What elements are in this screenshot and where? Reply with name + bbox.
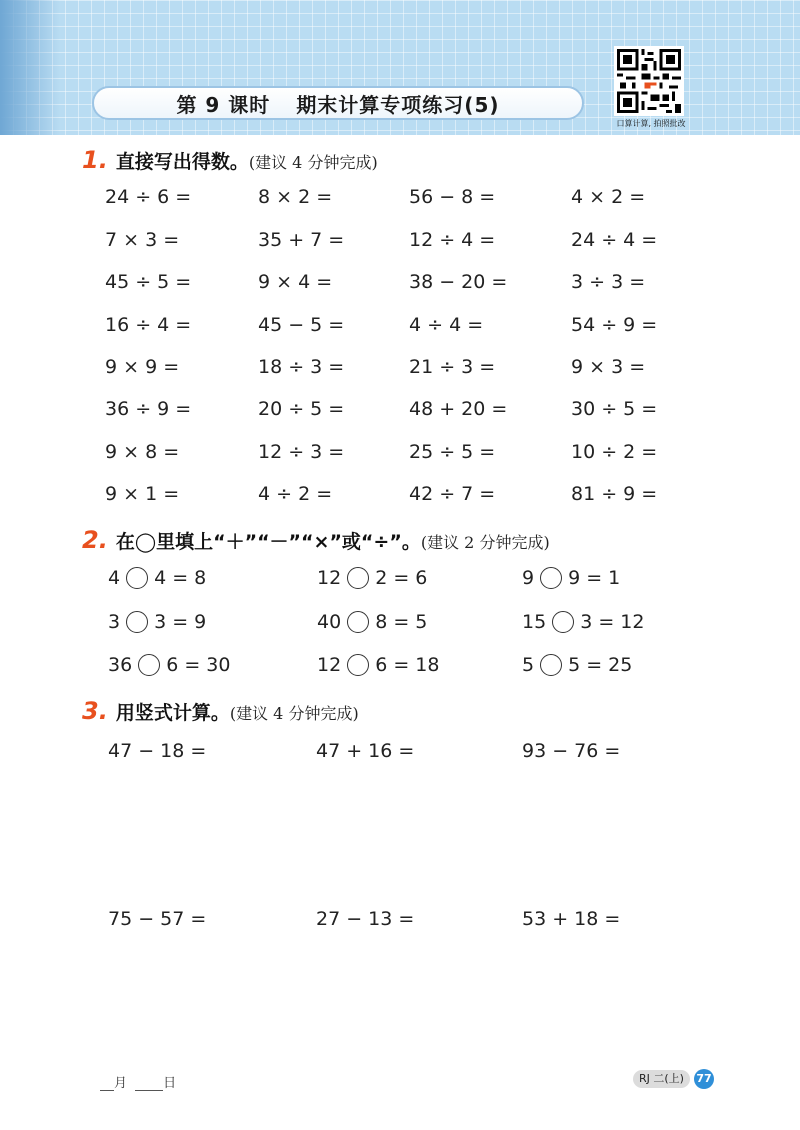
- problem: 45 ÷ 5 =: [105, 271, 192, 293]
- section-1-number: 1.: [82, 146, 108, 174]
- operand-left: 9: [522, 567, 535, 589]
- problem: 20 ÷ 5 =: [258, 398, 345, 420]
- operand-right: 9 = 1: [568, 567, 621, 589]
- page-number: 77: [694, 1069, 714, 1089]
- problem: 9 × 3 =: [571, 356, 646, 378]
- problem: 24 ÷ 6 =: [105, 186, 192, 208]
- month-blank[interactable]: [100, 1090, 114, 1091]
- problem: 4 ÷ 2 =: [258, 483, 333, 505]
- operator-circle[interactable]: [552, 611, 574, 633]
- day-label: 日: [163, 1076, 177, 1091]
- section-2-title: [82, 526, 550, 554]
- section-1-instruction: 直接写出得数。: [115, 151, 249, 173]
- vertical-problem: 75 − 57 =: [108, 908, 207, 930]
- page-title: [92, 86, 584, 120]
- vertical-problem: 53 + 18 =: [522, 908, 621, 930]
- section-1-title: [82, 146, 378, 174]
- operator-circle[interactable]: [347, 654, 369, 676]
- problem: 56 − 8 =: [409, 186, 496, 208]
- operator-problem: [317, 567, 427, 589]
- problem: 35 + 7 =: [258, 229, 345, 251]
- operand-right: 5 = 25: [568, 654, 633, 676]
- section-3-hint: (建议 4 分钟完成): [229, 704, 359, 723]
- operand-right: 6 = 18: [375, 654, 440, 676]
- problem: 9 × 1 =: [105, 483, 180, 505]
- problem: 81 ÷ 9 =: [571, 483, 658, 505]
- problem: 54 ÷ 9 =: [571, 314, 658, 336]
- lesson-title: 期末计算专项练习(5): [296, 92, 500, 117]
- problem: 10 ÷ 2 =: [571, 441, 658, 463]
- problem: 24 ÷ 4 =: [571, 229, 658, 251]
- operand-left: 3: [108, 611, 121, 633]
- operand-left: 12: [317, 567, 342, 589]
- operand-right: 6 = 30: [166, 654, 231, 676]
- operand-right: 3 = 12: [580, 611, 645, 633]
- problem: 9 × 4 =: [258, 271, 333, 293]
- problem: 38 − 20 =: [409, 271, 508, 293]
- operand-left: 4: [108, 567, 121, 589]
- operator-circle[interactable]: [126, 611, 148, 633]
- section-3-instruction: 用竖式计算。: [115, 702, 230, 724]
- problem: 12 ÷ 3 =: [258, 441, 345, 463]
- section-3-number: 3.: [82, 697, 108, 725]
- problem: 30 ÷ 5 =: [571, 398, 658, 420]
- operator-circle[interactable]: [138, 654, 160, 676]
- edition-badge: RJ 二(上): [633, 1070, 690, 1088]
- section-2-instruction: 在◯里填上“＋”“－”“×”或“÷”。: [115, 531, 421, 553]
- problem: 48 + 20 =: [409, 398, 508, 420]
- operator-problem: [522, 567, 620, 589]
- operator-problem: [108, 567, 206, 589]
- operator-circle[interactable]: [126, 567, 148, 589]
- problem: 21 ÷ 3 =: [409, 356, 496, 378]
- operand-left: 5: [522, 654, 535, 676]
- problem: 9 × 9 =: [105, 356, 180, 378]
- month-label: 月: [114, 1076, 128, 1091]
- operand-left: 12: [317, 654, 342, 676]
- operator-problem: [108, 611, 206, 633]
- operator-circle[interactable]: [540, 654, 562, 676]
- lesson-label: 第 9 课时: [176, 92, 271, 117]
- operator-problem: [108, 654, 230, 676]
- problem: 9 × 8 =: [105, 441, 180, 463]
- operator-problem: [522, 654, 632, 676]
- operator-circle[interactable]: [540, 567, 562, 589]
- problem: 8 × 2 =: [258, 186, 333, 208]
- vertical-problem: 27 − 13 =: [316, 908, 415, 930]
- operand-right: 4 = 8: [154, 567, 207, 589]
- problem: 45 − 5 =: [258, 314, 345, 336]
- problem: 25 ÷ 5 =: [409, 441, 496, 463]
- day-blank[interactable]: [135, 1090, 163, 1091]
- section-2-number: 2.: [82, 526, 108, 554]
- problem: 12 ÷ 4 =: [409, 229, 496, 251]
- problem: 42 ÷ 7 =: [409, 483, 496, 505]
- problem: 18 ÷ 3 =: [258, 356, 345, 378]
- operator-circle[interactable]: [347, 611, 369, 633]
- operand-right: 8 = 5: [375, 611, 428, 633]
- problem: 16 ÷ 4 =: [105, 314, 192, 336]
- operand-left: 36: [108, 654, 133, 676]
- operator-problem: [522, 611, 644, 633]
- problem: 3 ÷ 3 =: [571, 271, 646, 293]
- vertical-problem: 93 − 76 =: [522, 740, 621, 762]
- operator-circle[interactable]: [347, 567, 369, 589]
- problem: 4 × 2 =: [571, 186, 646, 208]
- vertical-problem: 47 + 16 =: [316, 740, 415, 762]
- problem: 4 ÷ 4 =: [409, 314, 484, 336]
- section-3-title: [82, 697, 359, 725]
- operand-left: 40: [317, 611, 342, 633]
- operand-right: 3 = 9: [154, 611, 207, 633]
- qr-code-icon[interactable]: [614, 46, 684, 116]
- problem: 7 × 3 =: [105, 229, 180, 251]
- date-field: [100, 1072, 176, 1091]
- operator-problem: [317, 611, 427, 633]
- qr-caption: 口算计算, 拍照批改: [616, 119, 686, 128]
- header-band-shadow: [0, 0, 60, 135]
- operand-right: 2 = 6: [375, 567, 428, 589]
- vertical-problem: 47 − 18 =: [108, 740, 207, 762]
- operand-left: 15: [522, 611, 547, 633]
- problem: 36 ÷ 9 =: [105, 398, 192, 420]
- section-1-hint: (建议 4 分钟完成): [248, 153, 378, 172]
- operator-problem: [317, 654, 439, 676]
- section-2-hint: (建议 2 分钟完成): [420, 533, 550, 552]
